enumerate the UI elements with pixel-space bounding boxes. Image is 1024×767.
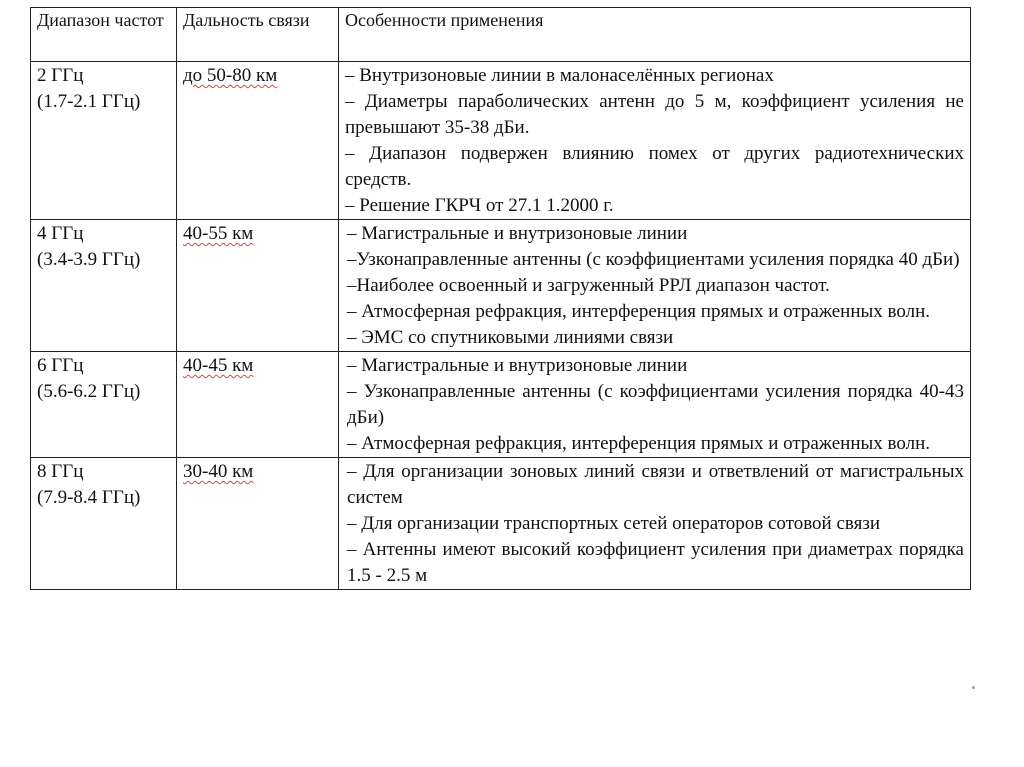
feature-item: – Магистральные и внутризоновые линии — [347, 355, 688, 376]
band-cell — [31, 220, 177, 352]
stray-dot — [972, 686, 975, 689]
features-cell — [339, 220, 971, 352]
feature-item: – Диаметры параболических антенн до 5 м, коэффициент усиления не превышают 35-38 дБи. — [345, 91, 964, 138]
table-row — [31, 220, 971, 352]
header-distance: Дальность связи — [177, 8, 339, 62]
band-range: (1.7-2.1 ГГц) — [37, 91, 141, 112]
header-band: Диапазон частот — [31, 8, 177, 62]
features-list — [345, 353, 964, 457]
table-header-row — [31, 8, 971, 62]
feature-item: – Атмосферная рефракция, интерференция прямых и отраженных волн. — [347, 433, 931, 454]
band-cell — [31, 62, 177, 220]
band-range: (7.9-8.4 ГГц) — [37, 487, 141, 508]
feature-item: – Внутризоновые линии в малонаселённых регионах — [345, 65, 774, 86]
distance-value: 40-55 км — [183, 223, 254, 244]
distance-value: 40-45 км — [183, 355, 254, 376]
band-label: 2 ГГц — [37, 65, 84, 86]
band-label: 4 ГГц — [37, 223, 84, 244]
distance-cell — [177, 352, 339, 458]
feature-item: –Наиболее освоенный и загруженный РРЛ диапазон частот. — [347, 275, 830, 296]
table-row — [31, 458, 971, 590]
distance-cell — [177, 220, 339, 352]
feature-item: – Узконаправленные антенны (с коэффициентами усиления порядка 40-43 дБи) — [347, 381, 964, 428]
features-cell — [339, 458, 971, 590]
feature-item: – Для организации зоновых линий связи и ответвлений от магистральных систем — [347, 461, 964, 508]
feature-item: – Диапазон подвержен влиянию помех от других радиотехнических средств. — [345, 143, 964, 190]
band-label: 6 ГГц — [37, 355, 84, 376]
frequency-bands-table — [30, 7, 971, 590]
header-features: Особенности применения — [339, 8, 971, 62]
distance-value: до 50-80 км — [183, 65, 278, 86]
distance-cell — [177, 458, 339, 590]
feature-item: – ЭМС со спутниковыми линиями связи — [347, 327, 674, 348]
distance-value: 30-40 км — [183, 461, 254, 482]
feature-item: – Антенны имеют высокий коэффициент усиления при диаметрах порядка 1.5 - 2.5 м — [347, 539, 964, 586]
band-label: 8 ГГц — [37, 461, 84, 482]
feature-item: –Узконаправленные антенны (с коэффициентами усиления порядка 40 дБи) — [347, 249, 960, 270]
features-list — [345, 63, 964, 219]
features-cell — [339, 62, 971, 220]
features-list — [345, 221, 964, 351]
band-range: (5.6-6.2 ГГц) — [37, 381, 141, 402]
features-list — [345, 459, 964, 589]
feature-item: – Атмосферная рефракция, интерференция прямых и отраженных волн. — [347, 301, 931, 322]
band-cell — [31, 458, 177, 590]
feature-item: – Решение ГКРЧ от 27.1 1.2000 г. — [345, 195, 614, 216]
band-cell — [31, 352, 177, 458]
feature-item: – Магистральные и внутризоновые линии — [347, 223, 688, 244]
features-cell — [339, 352, 971, 458]
distance-cell — [177, 62, 339, 220]
table-row — [31, 62, 971, 220]
band-range: (3.4-3.9 ГГц) — [37, 249, 141, 270]
feature-item: – Для организации транспортных сетей операторов сотовой связи — [347, 513, 881, 534]
table-row — [31, 352, 971, 458]
